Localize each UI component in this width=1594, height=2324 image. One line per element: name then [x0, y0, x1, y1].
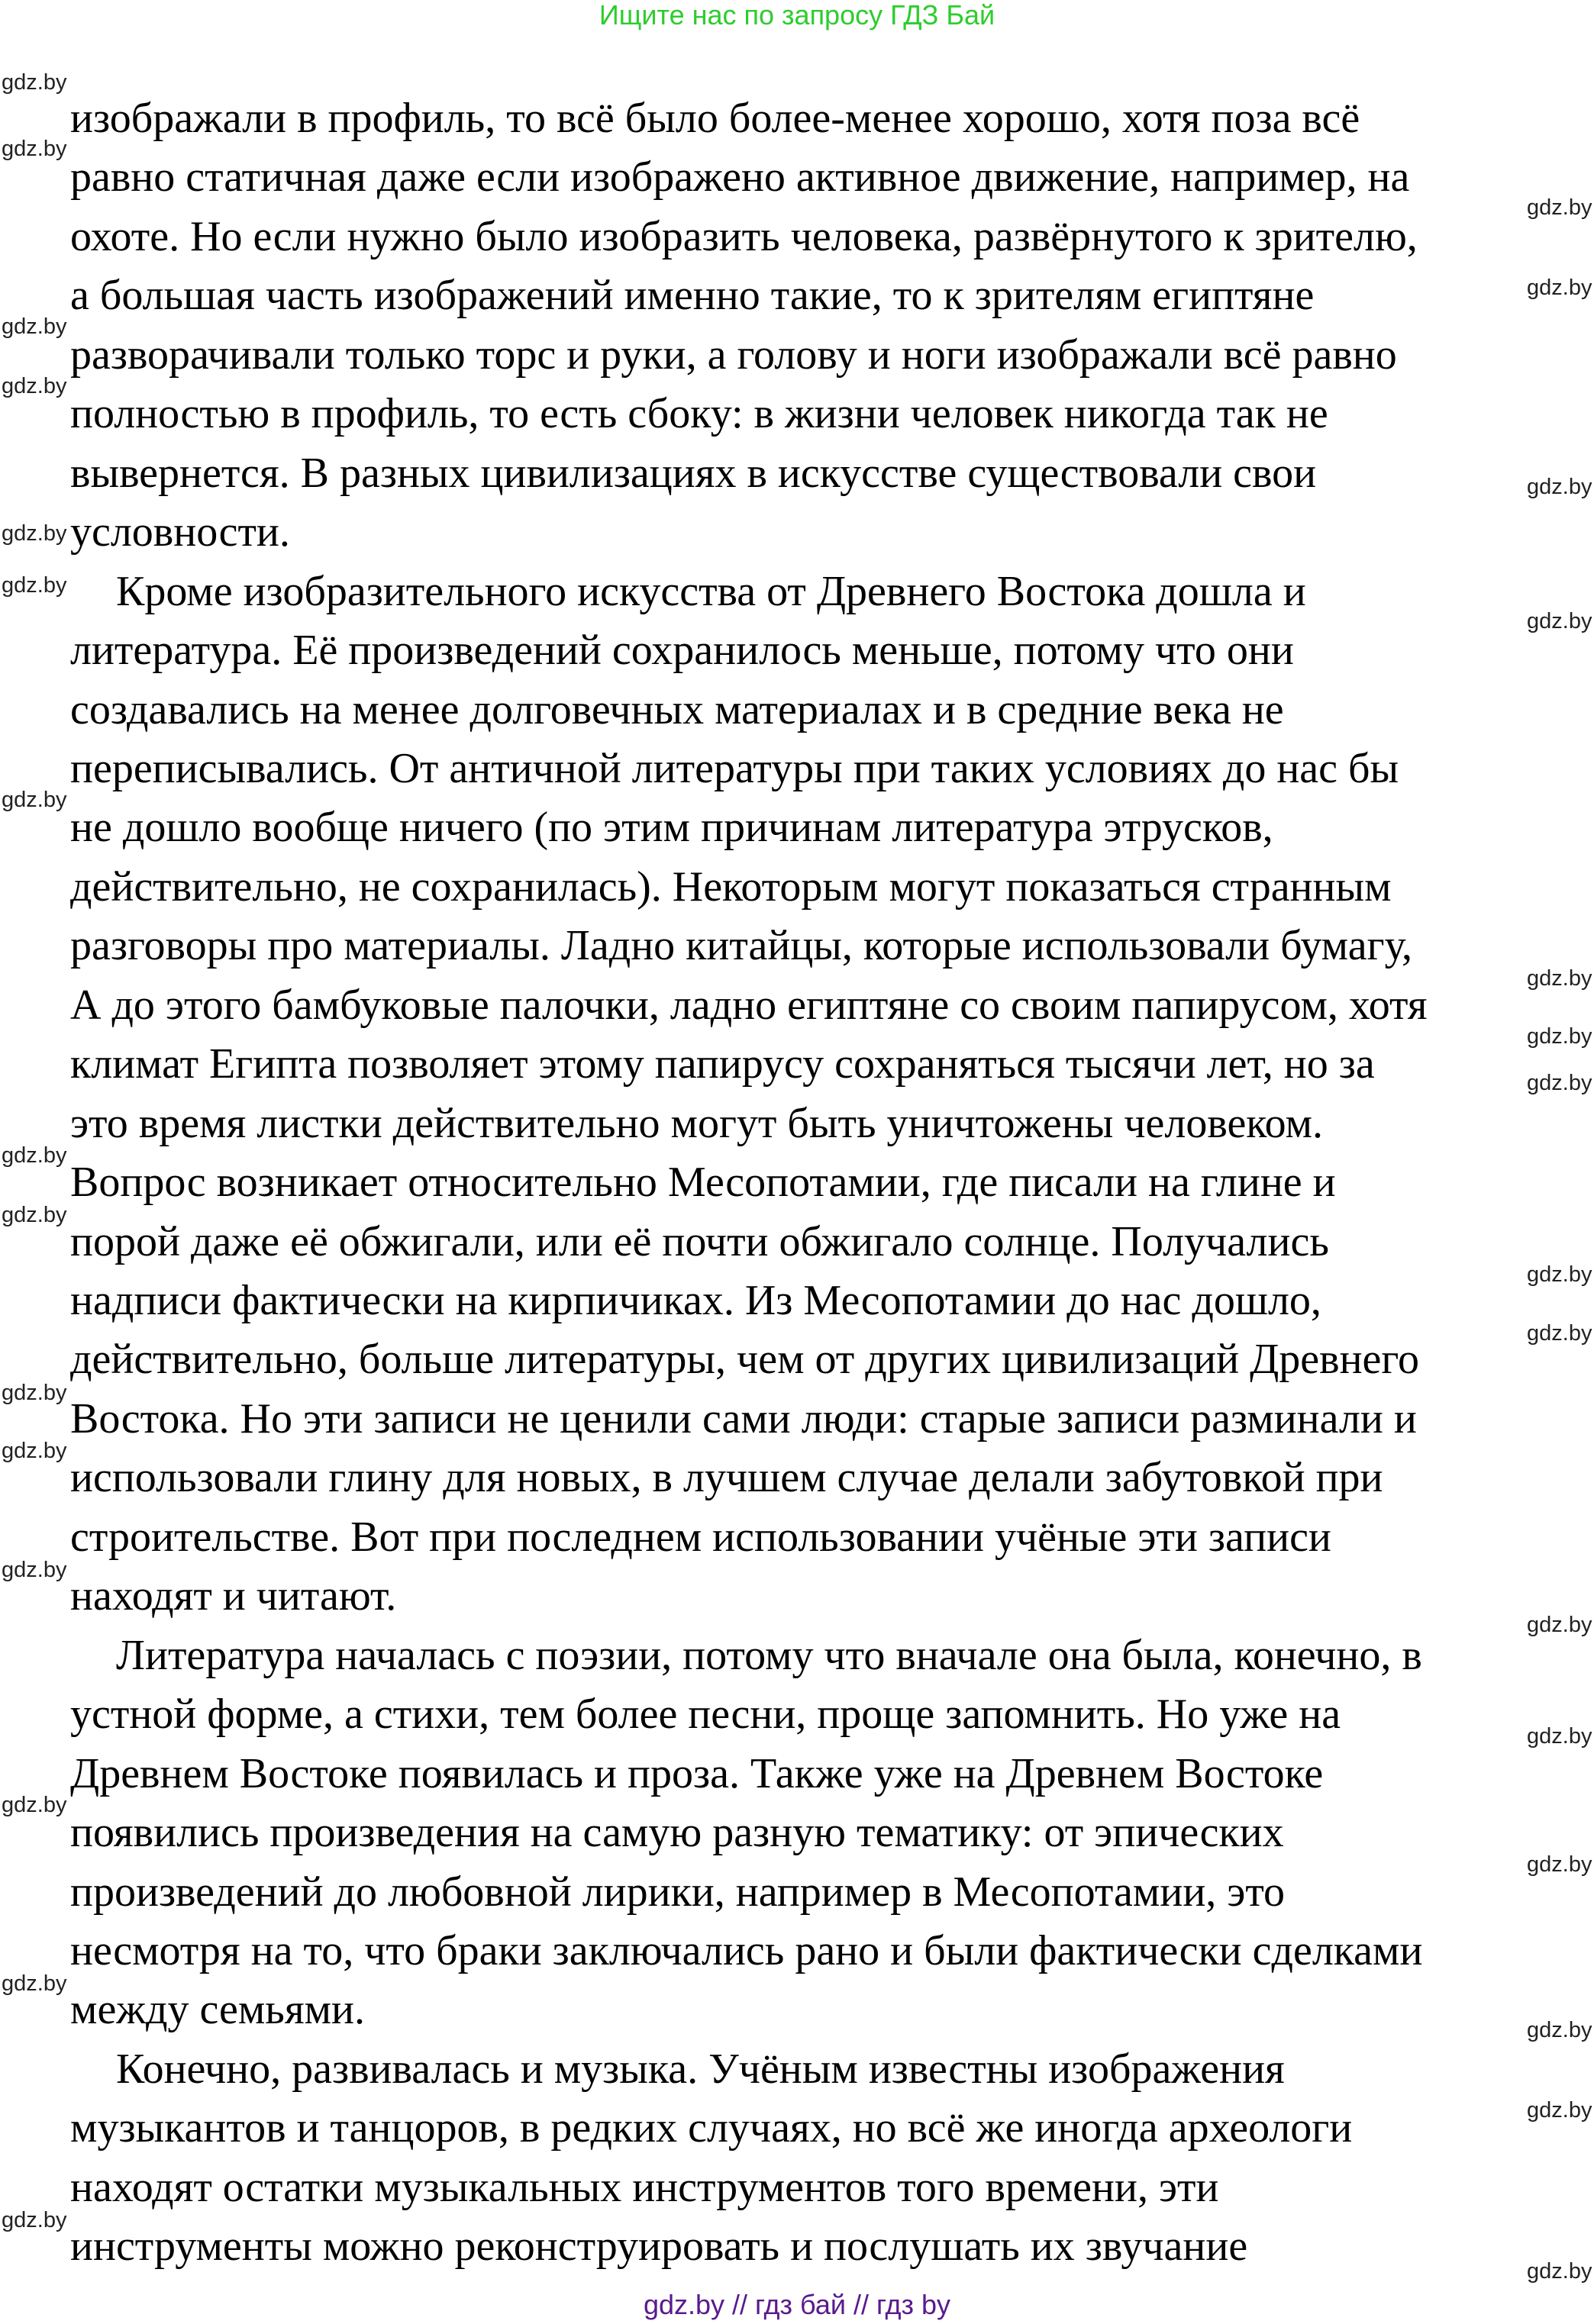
watermark: gdz.by: [1527, 276, 1592, 300]
text-line: равно статичная даже если изображено активное движение, например, на: [70, 153, 1410, 201]
text-line: действительно, больше литературы, чем от других цивилизаций Древнего: [70, 1336, 1419, 1384]
watermark: gdz.by: [2, 521, 67, 546]
watermark: gdz.by: [1527, 195, 1592, 220]
watermark: gdz.by: [2, 374, 67, 398]
footer-links: gdz.by // гдз бай // гдз by: [643, 2289, 951, 2320]
text-line: Древнем Востоке появилась и проза. Также уже на Древнем Востоке: [70, 1749, 1324, 1797]
text-line: создавались на менее долговечных материалах и в средние века не: [70, 685, 1284, 733]
watermark: gdz.by: [1527, 2259, 1592, 2284]
text-line: Литература началась с поэзии, потому что вначале она была, конечно, в: [116, 1631, 1422, 1679]
watermark: gdz.by: [1527, 1613, 1592, 1637]
text-line: находят и читают.: [70, 1572, 397, 1620]
watermark: gdz.by: [2, 137, 67, 161]
text-line: Конечно, развивалась и музыка. Учёным известны изображения: [116, 2045, 1285, 2093]
watermark: gdz.by: [2, 70, 67, 95]
text-line: Востока. Но эти записи не ценили сами люди: старые записи разминали и: [70, 1394, 1417, 1442]
watermark: gdz.by: [2, 788, 67, 812]
watermark: gdz.by: [2, 1143, 67, 1168]
text-line: вывернется. В разных цивилизациях в искусстве существовали свои: [70, 449, 1317, 497]
text-line: А до этого бамбуковые палочки, ладно египтяне со своим папирусом, хотя: [70, 981, 1428, 1029]
watermark: gdz.by: [1527, 1321, 1592, 1346]
watermark: gdz.by: [2, 1203, 67, 1227]
text-line: устной форме, а стихи, тем более песни, проще запомнить. Но уже на: [70, 1691, 1341, 1739]
text-line: строительстве. Вот при последнем использовании учёные эти записи: [70, 1513, 1331, 1561]
text-line: не дошло вообще ничего (по этим причинам литература этрусков,: [70, 804, 1273, 852]
text-line: условности.: [70, 508, 290, 556]
text-line: изображали в профиль, то всё было более-менее хорошо, хотя поза всё: [70, 95, 1360, 142]
text-line: разворачивали только торс и руки, а голову и ноги изображали всё равно: [70, 330, 1397, 379]
watermark: gdz.by: [1527, 1852, 1592, 1877]
text-line: музыкантов и танцоров, в редких случаях, но всё же иногда археологи: [70, 2104, 1353, 2152]
watermark: gdz.by: [1527, 1024, 1592, 1049]
text-line: действительно, не сохранилась). Некоторым могут показаться странным: [70, 862, 1392, 911]
watermark: gdz.by: [2, 573, 67, 598]
text-line: литература. Её произведений сохранилось меньше, потому что они: [70, 627, 1294, 675]
text-line: между семьями.: [70, 1986, 366, 2034]
watermark: gdz.by: [2, 314, 67, 339]
watermark: gdz.by: [2, 1793, 67, 1817]
watermark: gdz.by: [1527, 2098, 1592, 2123]
text-line: это время листки действительно могут быть уничтожены человеком.: [70, 1099, 1324, 1147]
text-line: несмотря на то, что браки заключались рано и были фактически сделками: [70, 1926, 1423, 1974]
watermark: gdz.by: [1527, 475, 1592, 499]
text-line: появились произведения на самую разную тематику: от эпических: [70, 1809, 1284, 1857]
search-banner: Ищите нас по запросу ГДЗ Бай: [599, 0, 995, 31]
text-line: а большая часть изображений именно такие, то к зрителям египтяне: [70, 272, 1315, 320]
text-line: находят остатки музыкальных инструментов того времени, эти: [70, 2163, 1219, 2211]
text-line: Вопрос возникает относительно Месопотамии, где писали на глине и: [70, 1159, 1336, 1207]
text-line: полностью в профиль, то есть сбоку: в жизни человек никогда так не: [70, 390, 1328, 438]
watermark: gdz.by: [2, 2208, 67, 2232]
text-line: разговоры про материалы. Ладно китайцы, которые использовали бумагу,: [70, 922, 1412, 970]
watermark: gdz.by: [1527, 2018, 1592, 2042]
text-line: порой даже её обжигали, или её почти обжигало солнце. Получались: [70, 1217, 1329, 1265]
watermark: gdz.by: [1527, 1262, 1592, 1287]
text-line: произведений до любовной лирики, например в Месопотамии, это: [70, 1868, 1286, 1916]
watermark: gdz.by: [2, 1971, 67, 1996]
text-line: надписи фактически на кирпичиках. Из Месопотамии до нас дошло,: [70, 1277, 1321, 1324]
watermark: gdz.by: [1527, 966, 1592, 991]
watermark: gdz.by: [1527, 1724, 1592, 1749]
text-line: охоте. Но если нужно было изобразить человека, развёрнутого к зрителю,: [70, 212, 1418, 260]
text-line: инструменты можно реконструировать и послушать их звучание: [70, 2222, 1248, 2271]
text-line: использовали глину для новых, в лучшем случае делали забутовкой при: [70, 1454, 1383, 1502]
watermark: gdz.by: [1527, 609, 1592, 633]
watermark: gdz.by: [2, 1558, 67, 1582]
text-line: переписывались. От античной литературы при таких условиях до нас бы: [70, 744, 1399, 792]
text-line: Кроме изобразительного искусства от Древнего Востока дошла и: [116, 567, 1306, 615]
watermark: gdz.by: [2, 1381, 67, 1405]
watermark: gdz.by: [2, 1439, 67, 1463]
text-line: климат Египта позволяет этому папирусу сохраняться тысячи лет, но за: [70, 1040, 1375, 1088]
watermark: gdz.by: [1527, 1071, 1592, 1095]
